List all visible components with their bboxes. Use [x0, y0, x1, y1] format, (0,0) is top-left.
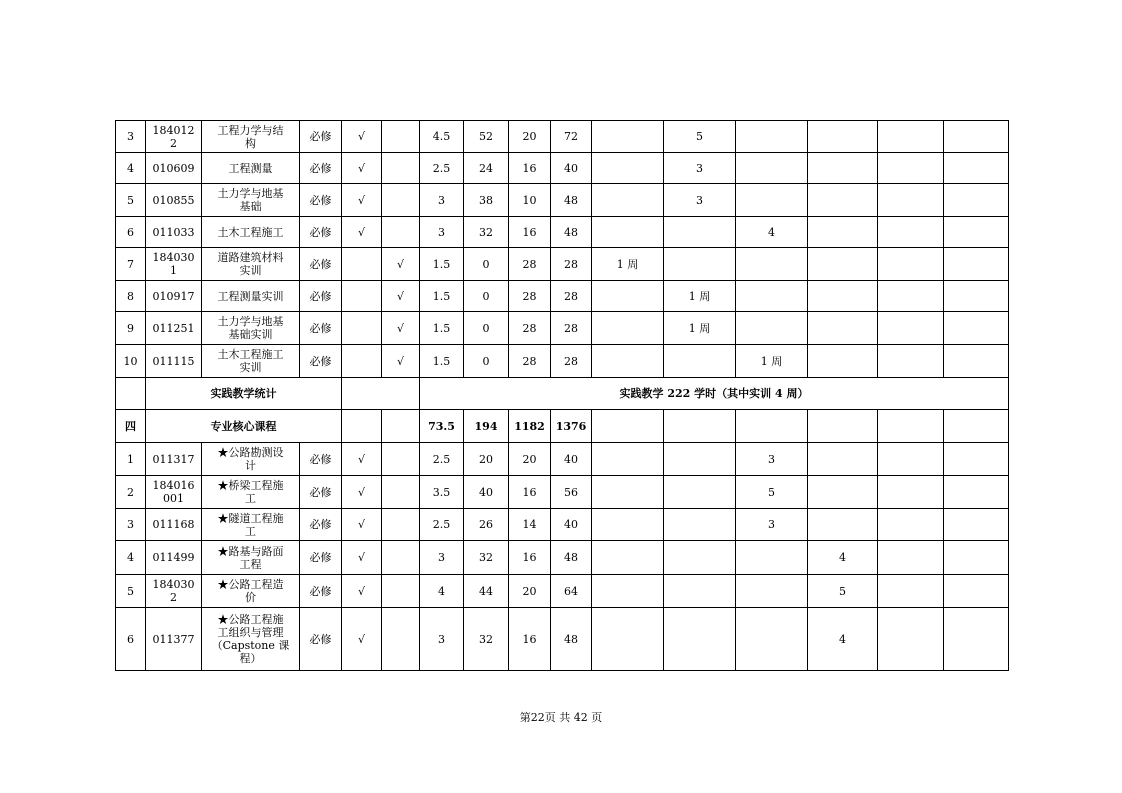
semester-5 [878, 509, 944, 541]
practice-summary-row [116, 378, 1009, 410]
table-row [116, 281, 1009, 312]
hours-total: 48 [551, 217, 592, 248]
hours-total: 72 [551, 121, 592, 153]
hours-total: 40 [551, 509, 592, 541]
semester-5 [878, 312, 944, 345]
semester-2 [664, 509, 736, 541]
hours-theory: 26 [464, 509, 509, 541]
hours-practice: 16 [509, 153, 551, 184]
hours-theory: 20 [464, 443, 509, 476]
semester-3 [736, 248, 808, 281]
semester-1 [592, 443, 664, 476]
semester-2 [664, 476, 736, 509]
hours-total: 40 [551, 443, 592, 476]
hours-practice: 16 [509, 541, 551, 575]
course-code: 184012 2 [146, 121, 202, 153]
semester-5 [878, 184, 944, 217]
row-number: 2 [116, 476, 146, 509]
blank-cell [736, 410, 808, 443]
semester-3: 5 [736, 476, 808, 509]
semester-5 [878, 248, 944, 281]
semester-3: 3 [736, 443, 808, 476]
semester-4 [808, 121, 878, 153]
semester-3 [736, 281, 808, 312]
semester-5 [878, 476, 944, 509]
course-code: 184016 001 [146, 476, 202, 509]
semester-2: 1 周 [664, 281, 736, 312]
credit: 1.5 [420, 281, 464, 312]
blank-cell [592, 410, 664, 443]
semester-4 [808, 281, 878, 312]
semester-3 [736, 184, 808, 217]
semester-2 [664, 608, 736, 671]
course-type: 必修 [300, 281, 342, 312]
table-row [116, 217, 1009, 248]
practical-mark [382, 443, 420, 476]
blank-cell [342, 410, 382, 443]
course-code: 010855 [146, 184, 202, 217]
course-name: 土木工程施工 [202, 217, 300, 248]
section-header-row [116, 410, 1009, 443]
credit: 2.5 [420, 443, 464, 476]
course-type: 必修 [300, 476, 342, 509]
course-code: 010609 [146, 153, 202, 184]
semester-1: 1 周 [592, 248, 664, 281]
section-hours-total: 1376 [551, 410, 592, 443]
course-code: 011168 [146, 509, 202, 541]
table-row [116, 345, 1009, 378]
practical-mark [382, 121, 420, 153]
blank-cell [944, 410, 1009, 443]
hours-practice: 20 [509, 575, 551, 608]
semester-1 [592, 345, 664, 378]
row-number: 8 [116, 281, 146, 312]
row-number: 5 [116, 575, 146, 608]
semester-2: 1 周 [664, 312, 736, 345]
course-type: 必修 [300, 184, 342, 217]
semester-6 [944, 575, 1009, 608]
hours-practice: 28 [509, 248, 551, 281]
semester-1 [592, 575, 664, 608]
hours-practice: 16 [509, 608, 551, 671]
semester-2: 3 [664, 153, 736, 184]
semester-1 [592, 608, 664, 671]
semester-1 [592, 476, 664, 509]
exam-mark: √ [342, 608, 382, 671]
blank-cell [342, 378, 420, 410]
semester-6 [944, 345, 1009, 378]
course-code: 011033 [146, 217, 202, 248]
course-type: 必修 [300, 509, 342, 541]
practical-mark: √ [382, 312, 420, 345]
semester-2: 5 [664, 121, 736, 153]
hours-total: 40 [551, 153, 592, 184]
practical-mark [382, 217, 420, 248]
credit: 4 [420, 575, 464, 608]
exam-mark: √ [342, 153, 382, 184]
exam-mark: √ [342, 476, 382, 509]
semester-2 [664, 248, 736, 281]
semester-4 [808, 217, 878, 248]
row-number: 4 [116, 541, 146, 575]
section-label: 专业核心课程 [146, 410, 342, 443]
section-hours-practice: 1182 [509, 410, 551, 443]
section-hours-theory: 194 [464, 410, 509, 443]
hours-theory: 0 [464, 312, 509, 345]
hours-practice: 16 [509, 476, 551, 509]
hours-total: 28 [551, 248, 592, 281]
semester-1 [592, 509, 664, 541]
hours-theory: 52 [464, 121, 509, 153]
semester-4 [808, 476, 878, 509]
practical-mark [382, 476, 420, 509]
semester-4 [808, 345, 878, 378]
credit: 3 [420, 541, 464, 575]
exam-mark [342, 248, 382, 281]
semester-1 [592, 217, 664, 248]
credit: 2.5 [420, 153, 464, 184]
hours-practice: 20 [509, 443, 551, 476]
semester-4: 5 [808, 575, 878, 608]
course-code: 010917 [146, 281, 202, 312]
course-name: 土力学与地基 基础 [202, 184, 300, 217]
hours-practice: 28 [509, 281, 551, 312]
credit: 3.5 [420, 476, 464, 509]
course-code: 184030 2 [146, 575, 202, 608]
practice-summary-label: 实践教学统计 [146, 378, 342, 410]
course-rows [116, 121, 1009, 378]
course-code: 011115 [146, 345, 202, 378]
table-row [116, 248, 1009, 281]
semester-6 [944, 443, 1009, 476]
table-row [116, 476, 1009, 509]
course-name: 土力学与地基 基础实训 [202, 312, 300, 345]
semester-1 [592, 121, 664, 153]
exam-mark: √ [342, 575, 382, 608]
exam-mark [342, 345, 382, 378]
semester-5 [878, 541, 944, 575]
practical-mark: √ [382, 281, 420, 312]
row-number: 7 [116, 248, 146, 281]
exam-mark: √ [342, 541, 382, 575]
exam-mark: √ [342, 121, 382, 153]
hours-practice: 10 [509, 184, 551, 217]
semester-4 [808, 153, 878, 184]
course-type: 必修 [300, 217, 342, 248]
semester-4 [808, 184, 878, 217]
hours-theory: 0 [464, 345, 509, 378]
hours-practice: 14 [509, 509, 551, 541]
semester-3 [736, 608, 808, 671]
credit: 1.5 [420, 312, 464, 345]
semester-2 [664, 443, 736, 476]
course-type: 必修 [300, 608, 342, 671]
table-row [116, 509, 1009, 541]
semester-5 [878, 217, 944, 248]
course-type: 必修 [300, 541, 342, 575]
hours-theory: 0 [464, 281, 509, 312]
course-name: ★路基与路面 工程 [202, 541, 300, 575]
semester-3: 3 [736, 509, 808, 541]
course-name: ★隧道工程施 工 [202, 509, 300, 541]
semester-5 [878, 575, 944, 608]
semester-1 [592, 184, 664, 217]
exam-mark [342, 312, 382, 345]
semester-6 [944, 281, 1009, 312]
practical-mark [382, 184, 420, 217]
hours-total: 28 [551, 345, 592, 378]
practical-mark: √ [382, 345, 420, 378]
credit: 3 [420, 608, 464, 671]
practical-mark [382, 575, 420, 608]
exam-mark: √ [342, 509, 382, 541]
semester-4 [808, 443, 878, 476]
hours-total: 64 [551, 575, 592, 608]
semester-6 [944, 509, 1009, 541]
semester-6 [944, 217, 1009, 248]
semester-2 [664, 541, 736, 575]
hours-theory: 38 [464, 184, 509, 217]
hours-theory: 24 [464, 153, 509, 184]
table-row [116, 121, 1009, 153]
row-number: 1 [116, 443, 146, 476]
practical-mark [382, 153, 420, 184]
practice-summary-section [116, 378, 1009, 443]
semester-3 [736, 153, 808, 184]
semester-6 [944, 153, 1009, 184]
table-row [116, 184, 1009, 217]
semester-2 [664, 217, 736, 248]
blank-cell [382, 410, 420, 443]
hours-theory: 0 [464, 248, 509, 281]
page-footer: 第22页 共 42 页 [519, 711, 603, 724]
semester-1 [592, 153, 664, 184]
course-code: 184030 1 [146, 248, 202, 281]
semester-6 [944, 121, 1009, 153]
hours-theory: 44 [464, 575, 509, 608]
blank-cell [664, 410, 736, 443]
table-row [116, 608, 1009, 671]
semester-6 [944, 248, 1009, 281]
blank-cell [116, 378, 146, 410]
table-row [116, 443, 1009, 476]
semester-4 [808, 312, 878, 345]
row-number: 9 [116, 312, 146, 345]
section-number: 四 [116, 410, 146, 443]
course-type: 必修 [300, 121, 342, 153]
hours-total: 48 [551, 541, 592, 575]
table-row [116, 575, 1009, 608]
semester-5 [878, 281, 944, 312]
table-row [116, 153, 1009, 184]
section-credit: 73.5 [420, 410, 464, 443]
course-name: ★公路勘测设 计 [202, 443, 300, 476]
course-name: ★公路工程施 工组织与管理 （Capstone 课 程） [202, 608, 300, 671]
row-number: 6 [116, 608, 146, 671]
practical-mark: √ [382, 248, 420, 281]
course-type: 必修 [300, 443, 342, 476]
exam-mark: √ [342, 443, 382, 476]
row-number: 3 [116, 509, 146, 541]
semester-6 [944, 184, 1009, 217]
semester-1 [592, 281, 664, 312]
semester-5 [878, 345, 944, 378]
semester-5 [878, 121, 944, 153]
course-plan-table [115, 120, 1009, 671]
hours-practice: 28 [509, 312, 551, 345]
credit: 3 [420, 217, 464, 248]
practice-summary-text: 实践教学 222 学时（其中实训 4 周） [420, 378, 1009, 410]
core-course-rows [116, 443, 1009, 671]
row-number: 5 [116, 184, 146, 217]
course-code: 011377 [146, 608, 202, 671]
practical-mark [382, 608, 420, 671]
course-code: 011499 [146, 541, 202, 575]
semester-6 [944, 608, 1009, 671]
course-name: 工程测量实训 [202, 281, 300, 312]
row-number: 4 [116, 153, 146, 184]
semester-2 [664, 575, 736, 608]
hours-total: 48 [551, 184, 592, 217]
row-number: 6 [116, 217, 146, 248]
course-type: 必修 [300, 312, 342, 345]
hours-total: 48 [551, 608, 592, 671]
hours-theory: 40 [464, 476, 509, 509]
semester-4: 4 [808, 541, 878, 575]
course-type: 必修 [300, 248, 342, 281]
semester-1 [592, 312, 664, 345]
practical-mark [382, 509, 420, 541]
hours-total: 56 [551, 476, 592, 509]
course-name: 工程测量 [202, 153, 300, 184]
credit: 3 [420, 184, 464, 217]
course-type: 必修 [300, 575, 342, 608]
semester-6 [944, 541, 1009, 575]
blank-cell [808, 410, 878, 443]
semester-4 [808, 248, 878, 281]
semester-2: 3 [664, 184, 736, 217]
course-type: 必修 [300, 153, 342, 184]
semester-4 [808, 509, 878, 541]
table-row [116, 312, 1009, 345]
semester-5 [878, 153, 944, 184]
semester-3 [736, 575, 808, 608]
hours-theory: 32 [464, 541, 509, 575]
hours-practice: 16 [509, 217, 551, 248]
course-name: 道路建筑材料 实训 [202, 248, 300, 281]
credit: 4.5 [420, 121, 464, 153]
semester-3 [736, 121, 808, 153]
course-type: 必修 [300, 345, 342, 378]
semester-5 [878, 608, 944, 671]
exam-mark [342, 281, 382, 312]
hours-total: 28 [551, 312, 592, 345]
table-row [116, 541, 1009, 575]
semester-3 [736, 541, 808, 575]
semester-5 [878, 443, 944, 476]
hours-theory: 32 [464, 217, 509, 248]
hours-total: 28 [551, 281, 592, 312]
hours-practice: 20 [509, 121, 551, 153]
hours-practice: 28 [509, 345, 551, 378]
course-name: 工程力学与结 构 [202, 121, 300, 153]
practical-mark [382, 541, 420, 575]
credit: 1.5 [420, 248, 464, 281]
course-name: 土木工程施工 实训 [202, 345, 300, 378]
semester-6 [944, 476, 1009, 509]
row-number: 10 [116, 345, 146, 378]
course-code: 011251 [146, 312, 202, 345]
exam-mark: √ [342, 184, 382, 217]
credit: 2.5 [420, 509, 464, 541]
hours-theory: 32 [464, 608, 509, 671]
semester-6 [944, 312, 1009, 345]
row-number: 3 [116, 121, 146, 153]
course-code: 011317 [146, 443, 202, 476]
semester-4: 4 [808, 608, 878, 671]
semester-2 [664, 345, 736, 378]
semester-3 [736, 312, 808, 345]
course-name: ★公路工程造 价 [202, 575, 300, 608]
credit: 1.5 [420, 345, 464, 378]
semester-3: 4 [736, 217, 808, 248]
blank-cell [878, 410, 944, 443]
semester-3: 1 周 [736, 345, 808, 378]
semester-1 [592, 541, 664, 575]
course-name: ★桥梁工程施 工 [202, 476, 300, 509]
exam-mark: √ [342, 217, 382, 248]
